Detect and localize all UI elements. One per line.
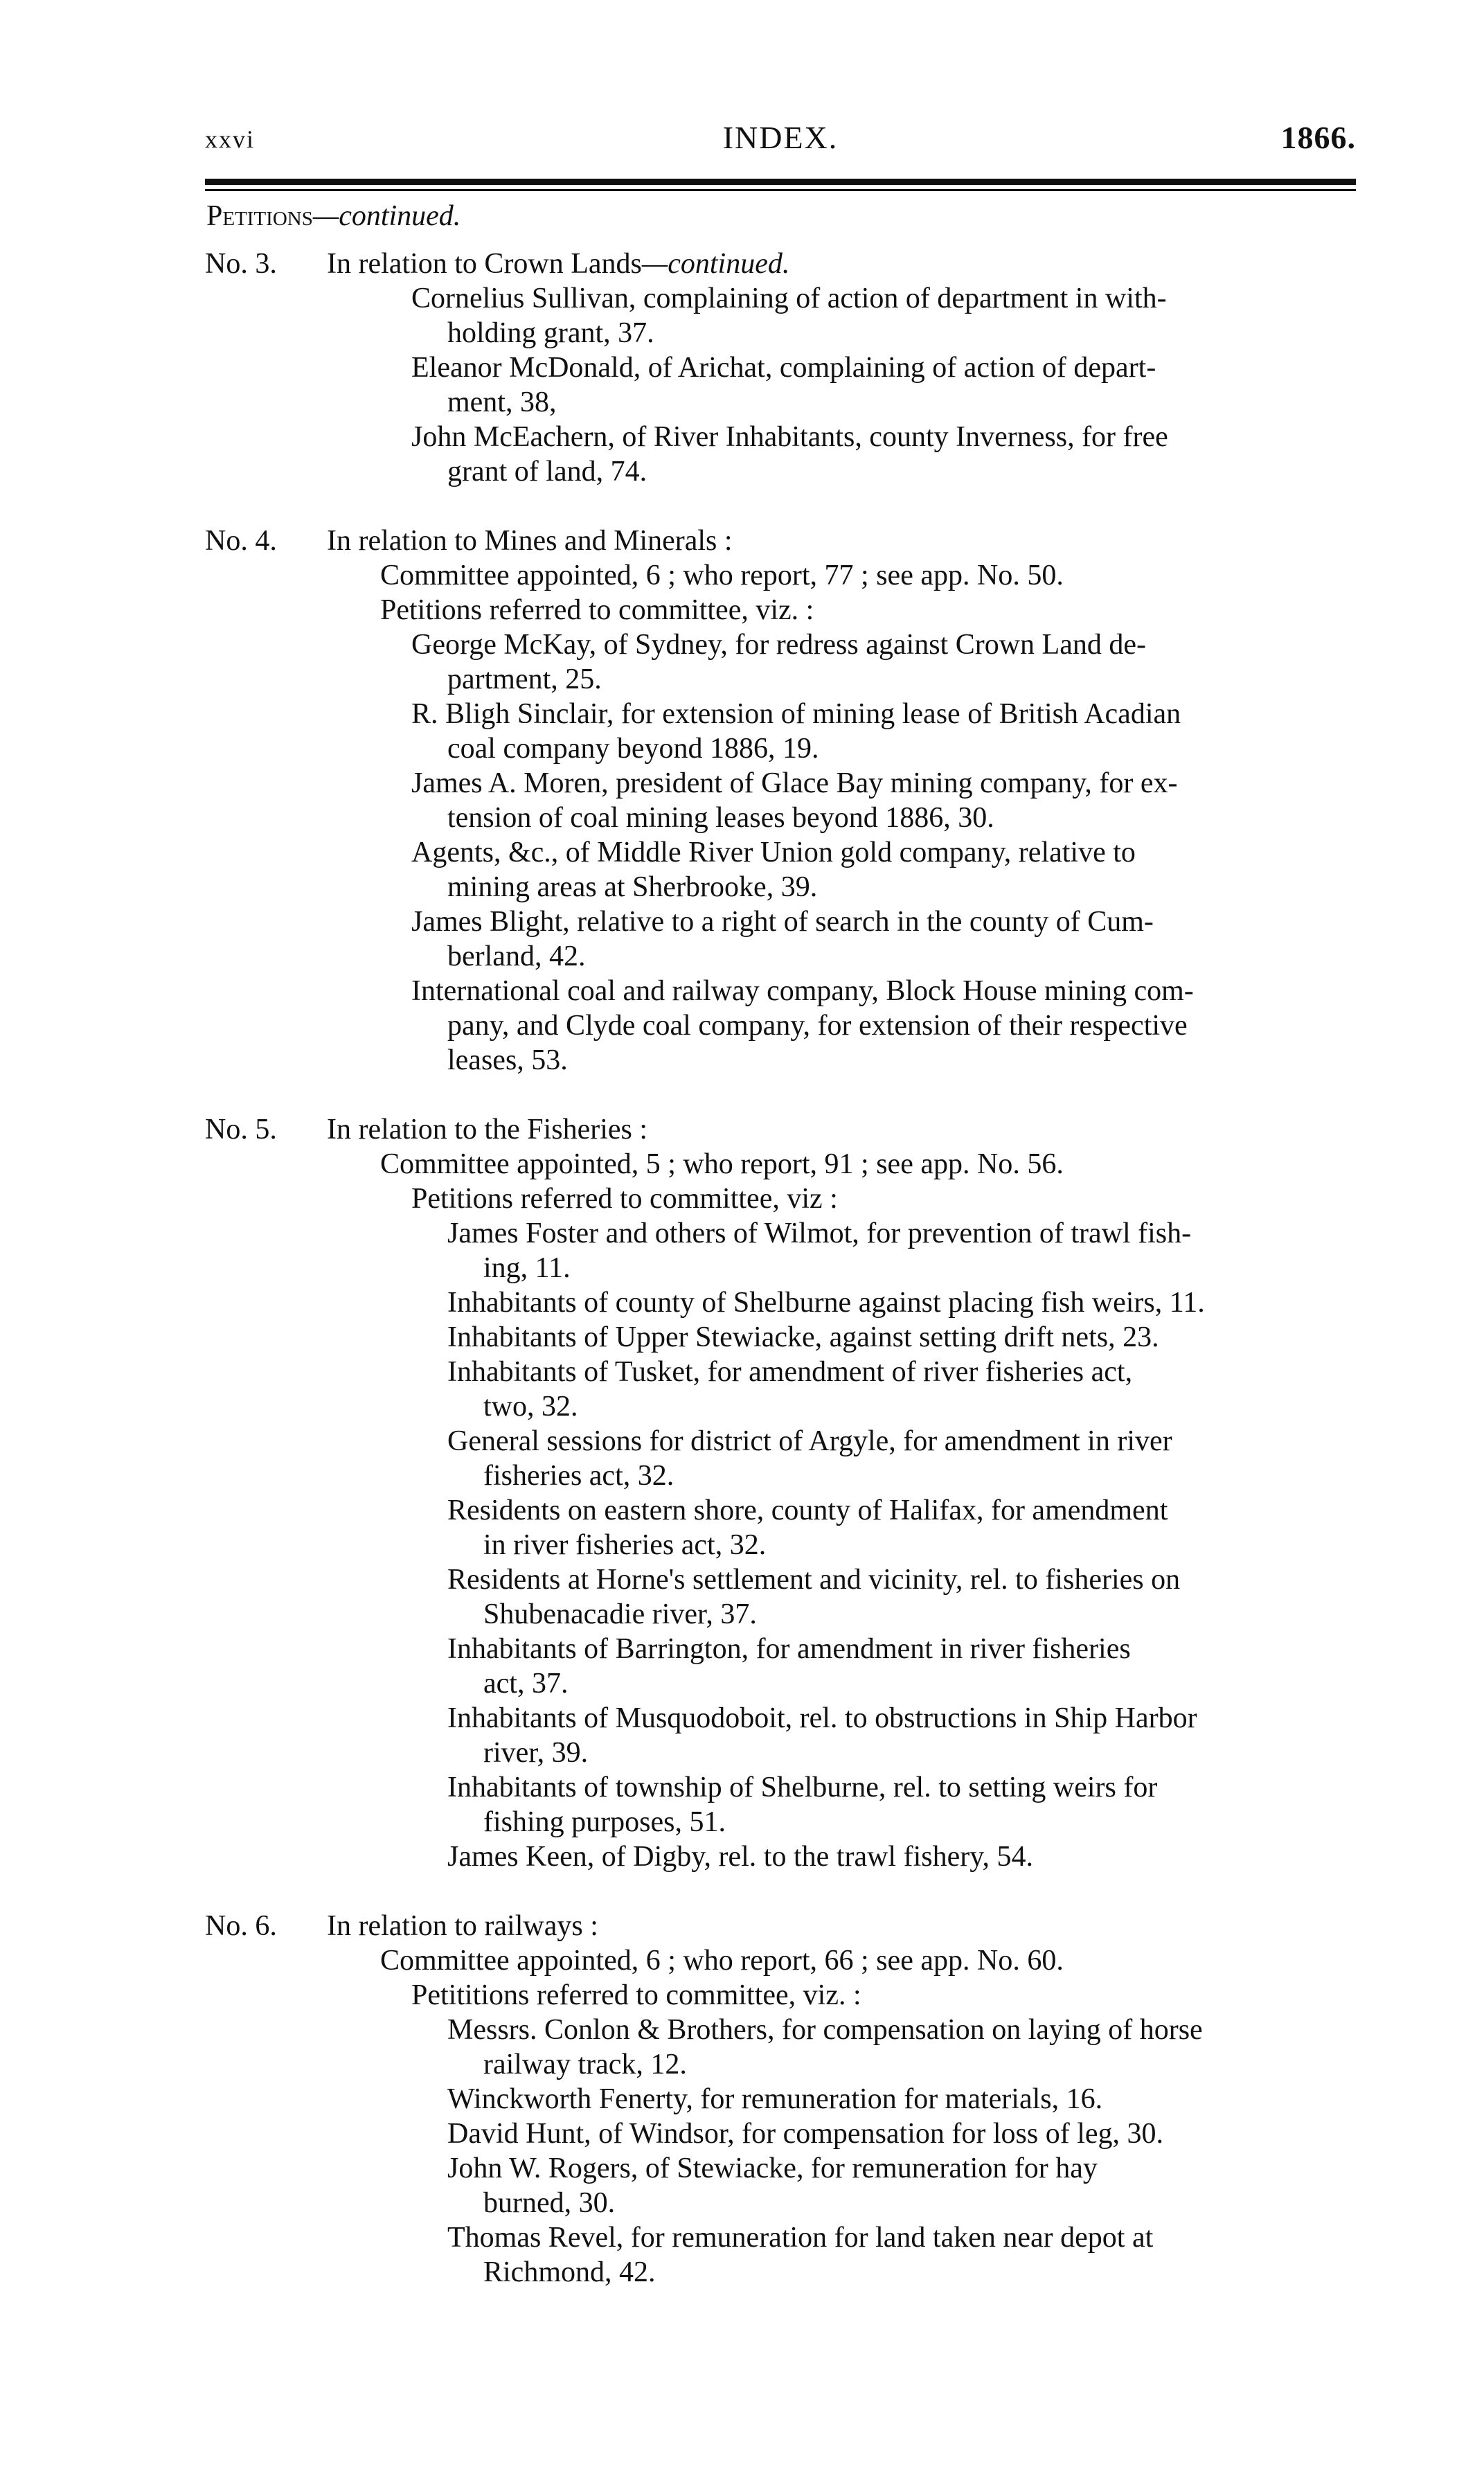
referred-line: Petititions referred to committee, viz. : xyxy=(411,1979,861,2011)
entry-line: James Foster and others of Wilmot, for prevention of trawl fish- xyxy=(447,1218,1192,1249)
section-heading xyxy=(205,1909,1356,1943)
section-number: No. 6. xyxy=(205,1910,277,1942)
index-entry xyxy=(205,1839,1356,1874)
section-heading xyxy=(205,247,1356,281)
index-entry xyxy=(205,2151,1356,2220)
index-entry xyxy=(205,1424,1356,1493)
entry-line: R. Bligh Sinclair, for extension of mining lease of British Acadian xyxy=(411,698,1181,730)
entry-line: James Keen, of Digby, rel. to the trawl fishery, 54. xyxy=(447,1841,1033,1873)
index-entry xyxy=(205,281,1356,350)
section-number: No. 4. xyxy=(205,525,277,557)
entry-line: Agents, &c., of Middle River Union gold company, relative to xyxy=(411,837,1136,868)
entry-continuation: grant of land, 74. xyxy=(447,456,647,488)
index-entry xyxy=(205,974,1356,1078)
index-entry xyxy=(205,1770,1356,1839)
entry-continuation: Richmond, 42. xyxy=(483,2256,656,2288)
index-entry xyxy=(205,1355,1356,1424)
section-title: In relation to Crown Lands xyxy=(327,248,642,280)
entry-line: Thomas Revel, for remuneration for land taken near depot at xyxy=(447,2222,1154,2254)
index-entry xyxy=(205,697,1356,766)
entry-line: Inhabitants of Musquodoboit, rel. to obstructions in Ship Harbor xyxy=(447,1702,1197,1734)
entry-line: James A. Moren, president of Glace Bay mining company, for ex- xyxy=(411,767,1178,799)
committee-line: Committee appointed, 6 ; who report, 66 ; see app. No. 60. xyxy=(380,1945,1064,1977)
entry-continuation: pany, and Clyde coal company, for extension of their respective xyxy=(447,1010,1188,1042)
entry-line: Cornelius Sullivan, complaining of action of department in with- xyxy=(411,283,1167,314)
section-subhead xyxy=(206,199,461,233)
index-entry xyxy=(205,1285,1356,1320)
entry-continuation: act, 37. xyxy=(483,1668,569,1700)
entry-continuation: fisheries act, 32. xyxy=(483,1460,674,1492)
entry-line: International coal and railway company, Block House mining com- xyxy=(411,975,1194,1007)
entry-continuation: mining areas at Sherbrooke, 39. xyxy=(447,871,818,903)
committee-line: Committee appointed, 6 ; who report, 77 ; see app. No. 50. xyxy=(380,560,1064,591)
entry-continuation: tension of coal mining leases beyond 1886, 30. xyxy=(447,802,994,834)
section-title-continued: —continued. xyxy=(641,248,790,280)
entry-line: George McKay, of Sydney, for redress against Crown Land de- xyxy=(411,629,1146,661)
section-title: In relation to the Fisheries : xyxy=(327,1114,648,1146)
entry-line: Inhabitants of county of Shelburne against placing fish weirs, 11. xyxy=(447,1287,1205,1319)
index-entry xyxy=(205,420,1356,489)
entry-line: Inhabitants of Tusket, for amendment of river fisheries act, xyxy=(447,1356,1133,1388)
committee-line: Committee appointed, 5 ; who report, 91 ; see app. No. 56. xyxy=(380,1148,1064,1180)
index-entry xyxy=(205,1320,1356,1355)
entry-line: Residents at Horne's settlement and vicinity, rel. to fisheries on xyxy=(447,1564,1181,1596)
entry-continuation: railway track, 12. xyxy=(483,2049,687,2080)
index-content xyxy=(205,247,1356,2324)
index-entry xyxy=(205,627,1356,697)
entry-line: Inhabitants of Barrington, for amendment in river fisheries xyxy=(447,1633,1131,1665)
page-header xyxy=(205,119,1356,168)
entry-line: Residents on eastern shore, county of Halifax, for amendment xyxy=(447,1495,1168,1526)
entry-continuation: river, 39. xyxy=(483,1737,589,1769)
entry-continuation: leases, 53. xyxy=(447,1044,568,1076)
entry-line: General sessions for district of Argyle, for amendment in river xyxy=(447,1425,1172,1457)
section-heading xyxy=(205,524,1356,558)
entry-line: John W. Rogers, of Stewiacke, for remuneration for hay xyxy=(447,2152,1098,2184)
entry-continuation: fishing purposes, 51. xyxy=(483,1806,726,1838)
entry-line: Inhabitants of Upper Stewiacke, against setting drift nets, 23. xyxy=(447,1321,1159,1353)
subhead-label: Petitions xyxy=(206,200,313,232)
index-entry xyxy=(205,2082,1356,2116)
entry-continuation: two, 32. xyxy=(483,1391,578,1423)
entry-continuation: in river fisheries act, 32. xyxy=(483,1529,767,1561)
entry-continuation: berland, 42. xyxy=(447,941,586,972)
index-entry xyxy=(205,1632,1356,1701)
page-title: INDEX. xyxy=(722,120,839,155)
entry-continuation: burned, 30. xyxy=(483,2187,616,2219)
year: 1866. xyxy=(1280,120,1356,155)
index-entry xyxy=(205,2013,1356,2082)
entry-line: James Blight, relative to a right of search in the county of Cum- xyxy=(411,906,1154,938)
section-heading xyxy=(205,1112,1356,1147)
page-number: xxvi xyxy=(205,125,256,153)
section-number: No. 5. xyxy=(205,1114,277,1146)
header-rule-thin xyxy=(205,189,1356,191)
entry-line: John McEachern, of River Inhabitants, county Inverness, for free xyxy=(411,421,1168,453)
index-section xyxy=(205,1112,1356,1874)
section-title: In relation to railways : xyxy=(327,1910,598,1942)
section-number: No. 3. xyxy=(205,248,277,280)
index-section xyxy=(205,524,1356,1078)
index-entry xyxy=(205,904,1356,974)
index-entry xyxy=(205,2116,1356,2151)
index-section xyxy=(205,1909,1356,2290)
index-entry xyxy=(205,1562,1356,1632)
entry-line: Inhabitants of township of Shelburne, rel. to setting weirs for xyxy=(447,1772,1158,1803)
entry-continuation: partment, 25. xyxy=(447,663,602,695)
entry-continuation: Shubenacadie river, 37. xyxy=(483,1598,757,1630)
index-entry xyxy=(205,1493,1356,1562)
index-entry xyxy=(205,2220,1356,2290)
subhead-continued: —continued. xyxy=(312,200,461,232)
entry-line: Eleanor McDonald, of Arichat, complaining of action of depart- xyxy=(411,352,1156,384)
referred-line: Petitions referred to committee, viz : xyxy=(411,1183,838,1215)
index-entry xyxy=(205,766,1356,835)
index-entry xyxy=(205,1216,1356,1285)
entry-continuation: ment, 38, xyxy=(447,386,557,418)
index-entry xyxy=(205,350,1356,420)
referred-line: Petitions referred to committee, viz. : xyxy=(380,594,814,626)
entry-continuation: ing, 11. xyxy=(483,1252,571,1284)
section-title: In relation to Mines and Minerals : xyxy=(327,525,733,557)
entry-line: Winckworth Fenerty, for remuneration for materials, 16. xyxy=(447,2083,1103,2115)
entry-line: David Hunt, of Windsor, for compensation for loss of leg, 30. xyxy=(447,2118,1164,2150)
entry-line: Messrs. Conlon & Brothers, for compensation on laying of horse xyxy=(447,2014,1203,2046)
header-rule-thick xyxy=(205,179,1356,185)
entry-continuation: coal company beyond 1886, 19. xyxy=(447,733,819,765)
entry-continuation: holding grant, 37. xyxy=(447,317,654,349)
index-entry xyxy=(205,835,1356,904)
index-entry xyxy=(205,1701,1356,1770)
index-section xyxy=(205,247,1356,489)
